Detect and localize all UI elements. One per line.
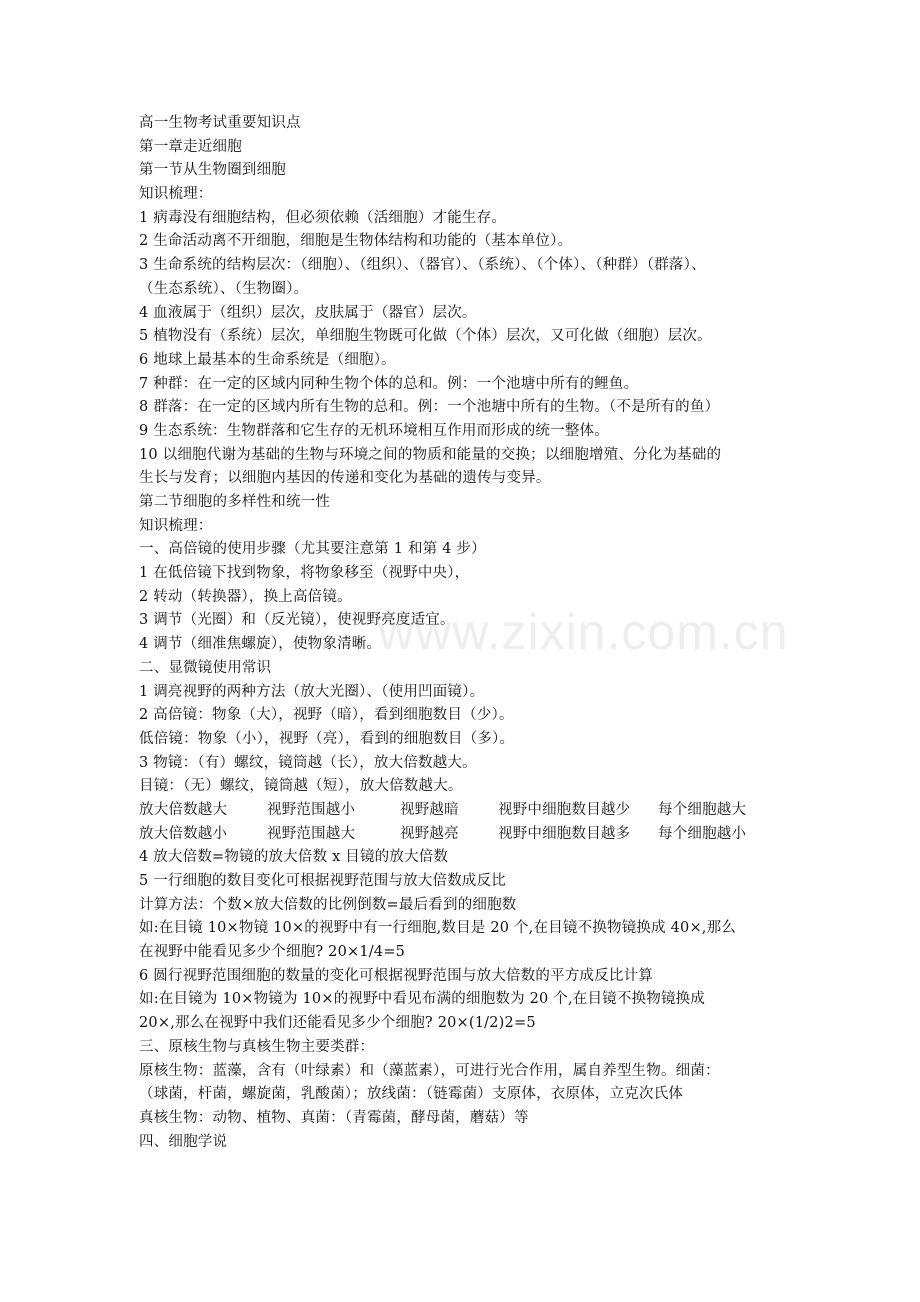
comparison-cell: 视野越暗 xyxy=(400,801,459,818)
text-line: 真核生物：动物、植物、真菌：（青霉菌，酵母菌，蘑菇）等 xyxy=(139,1109,529,1126)
comparison-cell: 视野范围越小 xyxy=(267,801,356,818)
text-line: （生态系统）、（生物圈）。 xyxy=(139,280,309,297)
text-line: 9 生态系统：生物群落和它生存的无机环境相互作用而形成的统一整体。 xyxy=(139,422,609,439)
text-line: 四、细胞学说 xyxy=(139,1133,228,1150)
text-line: 原核生物：蓝藻，含有（叶绿素）和（藻蓝素），可进行光合作用，属自养型生物。细菌： xyxy=(139,1062,720,1079)
text-line: 3 物镜：（有）螺纹，镜筒越（长），放大倍数越大。 xyxy=(139,754,477,771)
text-line: 知识梳理： xyxy=(139,186,213,203)
text-line: 4 放大倍数=物镜的放大倍数 x 目镜的放大倍数 xyxy=(139,849,449,866)
text-line: 4 调节（细准焦螺旋），使物象清晰。 xyxy=(139,636,382,653)
text-line: 3 调节（光圈）和（反光镜），使视野亮度适宜。 xyxy=(139,612,455,629)
text-line: 一、高倍镜的使用步骤（尤其要注意第 1 和第 4 步） xyxy=(139,541,486,558)
watermark: www.zixin.com.cn xyxy=(378,604,789,660)
text-line: 1 在低倍镜下找到物象，将物象移至（视野中央）， xyxy=(139,565,470,582)
document-body xyxy=(139,112,789,1154)
text-line: 10 以细胞代谢为基础的生物与环境之间的物质和能量的交换；以细胞增殖、分化为基础的 xyxy=(139,446,722,463)
comparison-cell: 视野中细胞数目越多 xyxy=(498,825,631,842)
section-heading: 第二节细胞的多样性和统一性 xyxy=(139,494,331,510)
comparison-cell: 放大倍数越小 xyxy=(139,825,228,842)
doc-title: 高一生物考试重要知识点 xyxy=(139,115,301,131)
chapter-heading: 第一章走近细胞 xyxy=(139,138,242,155)
text-line: 知识梳理： xyxy=(139,517,213,534)
comparison-cell: 视野范围越大 xyxy=(267,825,356,842)
comparison-cell: 每个细胞越小 xyxy=(658,825,747,842)
text-line: 低倍镜：物象（小），视野（亮），看到的细胞数目（多）。 xyxy=(139,730,515,747)
text-line: 目镜：（无）螺纹，镜筒越（短），放大倍数越大。 xyxy=(139,778,463,795)
comparison-cell: 每个细胞越大 xyxy=(658,801,747,818)
text-line: 1 病毒没有细胞结构，但必须依赖（活细胞）才能生存。 xyxy=(139,209,507,226)
comparison-row xyxy=(139,799,789,823)
text-line: 二、显微镜使用常识 xyxy=(139,659,272,676)
text-line: 3 生命系统的结构层次：（细胞）、（组织）、（器官）、（系统）、（个体）、（种群）（群落）、 xyxy=(139,257,706,274)
text-line: 20×,那么在视野中我们还能看见多少个细胞? 20×(1/2)2=5 xyxy=(139,1015,536,1032)
text-line: 2 高倍镜：物象（大），视野（暗），看到细胞数目（少）。 xyxy=(139,707,514,724)
text-line: 8 群落：在一定的区域内所有生物的总和。例：一个池塘中所有的生物。（不是所有的鱼） xyxy=(139,399,720,416)
text-line: （球菌，杆菌，螺旋菌，乳酸菌）；放线菌：（链霉菌）支原体，衣原体，立克次氏体 xyxy=(139,1086,684,1103)
text-line: 6 地球上最基本的生命系统是（细胞）。 xyxy=(139,351,396,368)
comparison-cell: 视野中细胞数目越少 xyxy=(498,801,631,818)
text-line: 计算方法：个数×放大倍数的比例倒数=最后看到的细胞数 xyxy=(139,896,517,913)
text-line: 三、原核生物与真核生物主要类群： xyxy=(139,1038,375,1055)
comparison-cell: 视野越亮 xyxy=(400,825,459,842)
text-line: 如:在目镜为 10×物镜为 10×的视野中看见布满的细胞数为 20 个,在目镜不换物镜换成 xyxy=(139,991,706,1008)
text-line: 2 生命活动离不开细胞，细胞是生物体结构和功能的（基本单位）。 xyxy=(139,233,573,250)
text-line: 在视野中能看见多少个细胞? 20×1/4=5 xyxy=(139,944,406,961)
text-line: 5 植物没有（系统）层次，单细胞生物既可化做（个体）层次，又可化做（细胞）层次。 xyxy=(139,328,712,345)
text-line: 6 圆行视野范围细胞的数量的变化可根据视野范围与放大倍数的平方成反比计算 xyxy=(139,967,654,984)
text-line: 如:在目镜 10×物镜 10×的视野中有一行细胞,数目是 20 个,在目镜不换物镜换成 40×,那么 xyxy=(139,920,737,937)
comparison-row xyxy=(139,823,789,847)
section-heading: 第一节从生物圈到细胞 xyxy=(139,162,286,179)
text-line: 7 种群：在一定的区域内同种生物个体的总和。例：一个池塘中所有的鲤鱼。 xyxy=(139,375,639,392)
text-line: 2 转动（转换器），换上高倍镜。 xyxy=(139,588,352,605)
text-line: 4 血液属于（组织）层次，皮肤属于（器官）层次。 xyxy=(139,304,477,321)
text-line: 1 调亮视野的两种方法（放大光圈）、（使用凹面镜）。 xyxy=(139,683,485,700)
text-line: 5 一行细胞的数目变化可根据视野范围与放大倍数成反比 xyxy=(139,873,507,889)
comparison-cell: 放大倍数越大 xyxy=(139,801,228,818)
text-line: 生长与发育；以细胞内基因的传递和变化为基础的遗传与变异。 xyxy=(139,470,551,487)
